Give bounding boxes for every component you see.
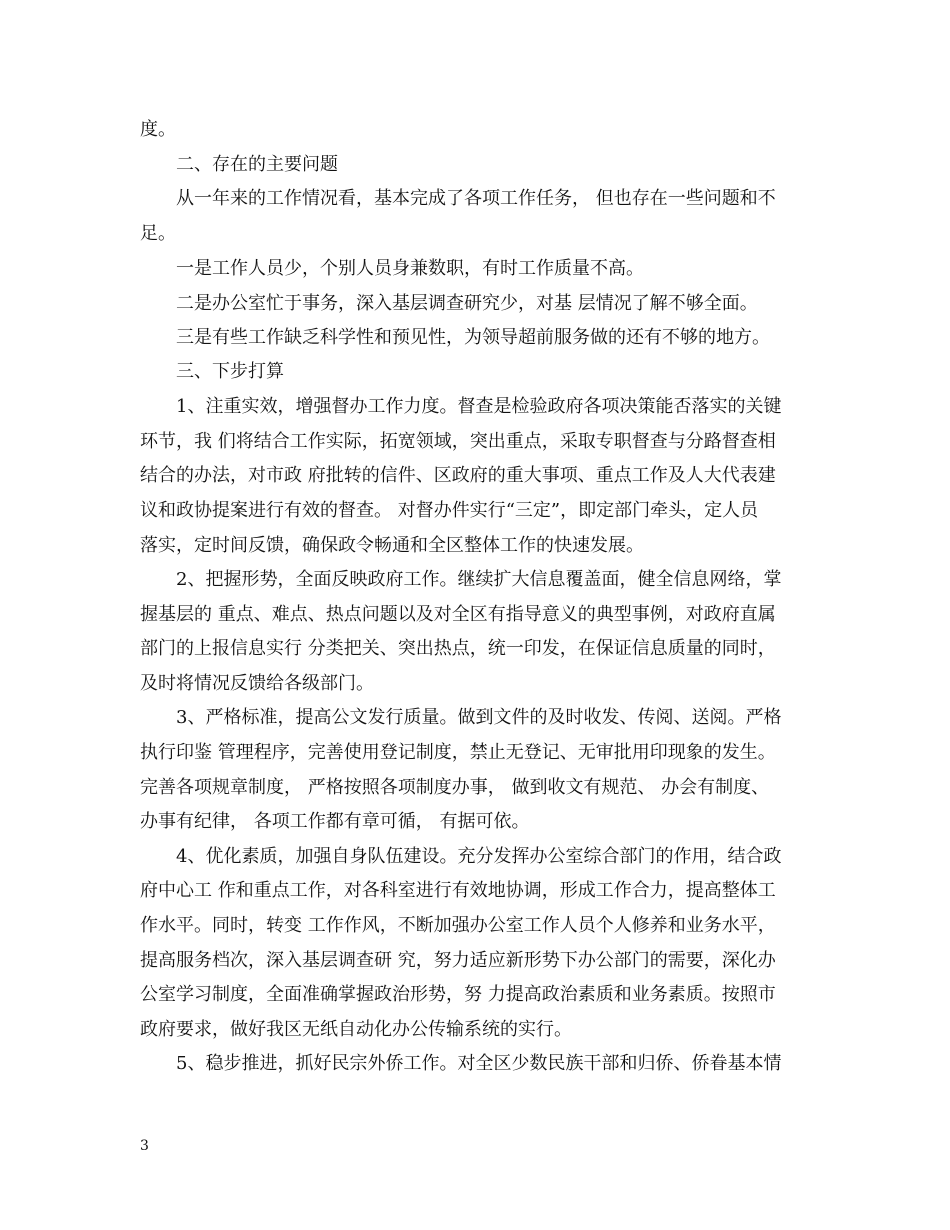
text-line: 环节，我 们将结合工作实际，拓宽领域，突出重点，采取专职督查与分路督查相 [140, 431, 776, 452]
text-line: 握基层的 重点、难点、热点问题以及对全区有指导意义的典型事例，对政府直属 [140, 604, 776, 625]
text-line: 落实，定时间反馈，确保政令畅通和全区整体工作的快速发展。 [140, 535, 644, 556]
text-line: 部门的上报信息实行 分类把关、突出热点，统一印发，在保证信息质量的同时， [140, 638, 776, 659]
text-line: 二是办公室忙于事务，深入基层调查研究少，对基 层情况了解不够全面。 [176, 293, 758, 314]
text-line: 府中心工 作和重点工作，对各科室进行有效地协调，形成工作合力，提高整体工 [140, 880, 776, 901]
text-line: 提高服务档次，深入基层调查研 究，努力适应新形势下办公部门的需要，深化办 [140, 950, 776, 971]
text-line: 度。 [140, 119, 176, 140]
text-line: 足。 [140, 223, 176, 244]
page-number: 3 [140, 1138, 149, 1154]
text-line: 办事有纪律， 各项工作都有章可循， 有据可依。 [140, 811, 530, 832]
text-line: 4、优化素质，加强自身队伍建设。充分发挥办公室综合部门的作用，结合政 [176, 846, 782, 867]
text-line: 一是工作人员少，个别人员身兼数职，有时工作质量不高。 [176, 258, 644, 279]
text-line: 三是有些工作缺乏科学性和预见性，为领导超前服务做的还有不够的地方。 [176, 327, 770, 348]
text-line: 公室学习制度，全面准确掌握政治形势，努 力提高政治素质和业务素质。按照市 [140, 984, 776, 1005]
text-line: 从一年来的工作情况看，基本完成了各项工作任务， 但也存在一些问题和不 [176, 188, 776, 209]
section-heading: 三、下步打算 [176, 361, 284, 382]
text-line: 及时将情况反馈给各级部门。 [140, 673, 374, 694]
text-line: 3、严格标准，提高公文发行质量。做到文件的及时收发、传阅、送阅。严格 [176, 707, 782, 728]
text-line: 作水平。同时，转变 工作作风，不断加强办公室工作人员个人修养和业务水平， [140, 915, 776, 936]
section-heading: 二、存在的主要问题 [176, 154, 338, 175]
text-line: 5、稳步推进，抓好民宗外侨工作。对全区少数民族干部和归侨、侨眷基本情 [176, 1053, 782, 1074]
text-line: 2、把握形势，全面反映政府工作。继续扩大信息覆盖面，健全信息网络，掌 [176, 569, 782, 590]
text-line: 1、注重实效，增强督办工作力度。督查是检验政府各项决策能否落实的关键 [176, 396, 782, 417]
text-line: 议和政协提案进行有效的督查。 对督办件实行“三定”，即定部门牵头，定人员 [140, 500, 759, 521]
text-line: 政府要求，做好我区无纸自动化办公传输系统的实行。 [140, 1019, 572, 1040]
text-line: 完善各项规章制度， 严格按照各项制度办事， 做到收文有规范、 办会有制度、 [140, 777, 770, 798]
text-line: 执行印鉴 管理程序，完善使用登记制度，禁止无登记、无审批用印现象的发生。 [140, 742, 776, 763]
text-line: 结合的办法，对市政 府批转的信件、区政府的重大事项、重点工作及人大代表建 [140, 465, 776, 486]
